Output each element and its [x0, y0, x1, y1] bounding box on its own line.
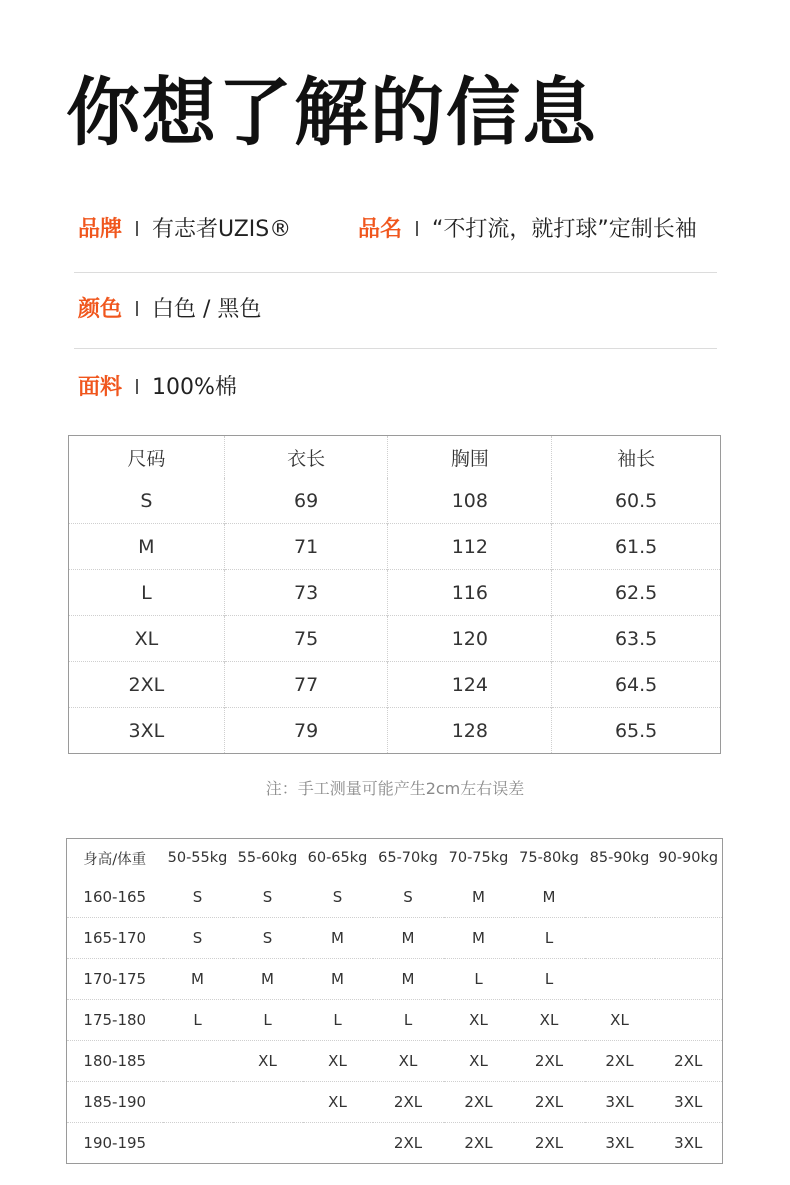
table-cell	[585, 918, 655, 959]
table-cell: 62.5	[552, 570, 721, 616]
table-cell: M	[303, 918, 373, 959]
color-value: 白色 / 黑色	[152, 297, 262, 322]
table-row	[69, 616, 721, 662]
table-cell: XL	[373, 1041, 444, 1082]
table-cell	[655, 959, 723, 1000]
header-cell: 85-90kg	[589, 850, 650, 866]
table-cell: S	[140, 489, 153, 512]
header-cell: 65-70kg	[378, 850, 438, 866]
table-cell: M	[163, 959, 233, 1000]
table-cell: 73	[224, 570, 388, 616]
table-cell: L	[163, 1000, 233, 1041]
info-row-name	[358, 215, 697, 245]
table-cell: XL	[69, 616, 225, 662]
table-cell	[655, 918, 723, 959]
table-cell: 120	[388, 616, 552, 662]
table-cell: 64.5	[552, 662, 721, 708]
table-cell: L	[303, 1000, 373, 1041]
table-cell: XL	[233, 1041, 303, 1082]
table-row	[67, 1000, 723, 1041]
color-label: 颜色	[78, 297, 123, 322]
table-cell: 79	[224, 708, 388, 754]
table-row	[69, 478, 721, 524]
table-cell: 71	[224, 524, 388, 570]
brand-value: 有志者UZIS®	[152, 217, 292, 242]
table-cell: 2XL	[514, 1082, 585, 1123]
table-cell	[655, 1000, 723, 1041]
table-cell: 3XL	[655, 1082, 723, 1123]
table-cell: 3XL	[69, 708, 225, 754]
table-row	[67, 918, 723, 959]
size-table-header	[69, 436, 721, 479]
brand-label: 品牌	[78, 217, 123, 242]
measurement-note: 注：手工测量可能产生2cm左右误差	[265, 779, 525, 798]
table-cell	[303, 1123, 373, 1164]
divider	[74, 348, 717, 349]
page-title: 你想了解的信息	[66, 70, 598, 156]
divider	[74, 272, 717, 273]
info-row-material	[78, 373, 237, 403]
table-cell: 170-175	[67, 959, 163, 1000]
table-cell: M	[373, 918, 444, 959]
table-cell: L	[444, 959, 514, 1000]
size-recommendation-table	[66, 838, 723, 1164]
header-cell: 70-75kg	[448, 850, 509, 866]
table-cell: 190-195	[67, 1123, 163, 1164]
table-cell: M	[542, 888, 556, 906]
table-cell: 3XL	[585, 1082, 655, 1123]
header-cell: 袖长	[552, 436, 721, 479]
table-cell: XL	[514, 1000, 585, 1041]
table-cell: XL	[303, 1041, 373, 1082]
table-cell: 128	[388, 708, 552, 754]
table-cell: 77	[224, 662, 388, 708]
table-cell: L	[373, 1000, 444, 1041]
table-cell: 2XL	[373, 1123, 444, 1164]
name-label: 品名	[358, 217, 403, 242]
table-cell: 2XL	[514, 1041, 585, 1082]
table-cell: 2XL	[585, 1041, 655, 1082]
table-cell: 124	[388, 662, 552, 708]
table-cell: M	[303, 959, 373, 1000]
table-row	[67, 1123, 723, 1164]
table-row	[69, 708, 721, 754]
separator	[136, 301, 138, 316]
table-cell: 185-190	[67, 1082, 163, 1123]
table-cell: 180-185	[67, 1041, 163, 1082]
size-table	[68, 435, 721, 754]
table-cell	[163, 1123, 233, 1164]
table-cell: 2XL	[514, 1123, 585, 1164]
table-cell: 2XL	[373, 1082, 444, 1123]
table-cell: 175-180	[67, 1000, 163, 1041]
table-row	[67, 877, 723, 918]
table-row	[69, 524, 721, 570]
table-cell: 63.5	[552, 616, 721, 662]
name-value: “不打流，就打球”定制长袖	[432, 217, 697, 242]
header-cell: 75-80kg	[519, 850, 579, 866]
header-cell: 55-60kg	[237, 850, 298, 866]
table-cell: M	[373, 959, 444, 1000]
table-cell: 160-165	[83, 888, 147, 906]
table-cell: L	[233, 1000, 303, 1041]
table-cell: L	[69, 570, 225, 616]
table-row	[69, 570, 721, 616]
table-cell	[233, 1123, 303, 1164]
table-cell: S	[332, 888, 343, 906]
table-cell: M	[69, 524, 225, 570]
header-cell: 胸围	[388, 436, 552, 479]
header-cell: 90-90kg	[658, 850, 719, 866]
table-cell: XL	[444, 1000, 514, 1041]
table-cell: 69	[224, 478, 388, 524]
table-cell: 3XL	[585, 1123, 655, 1164]
header-cell: 尺码	[127, 447, 166, 470]
table-cell: 2XL	[69, 662, 225, 708]
separator	[136, 221, 138, 236]
table-cell: 3XL	[655, 1123, 723, 1164]
table-cell: L	[514, 959, 585, 1000]
separator	[136, 379, 138, 394]
table-row	[67, 959, 723, 1000]
table-cell: M	[233, 959, 303, 1000]
table-cell: 2XL	[444, 1123, 514, 1164]
table-cell: M	[472, 888, 485, 906]
table-cell: S	[403, 888, 413, 906]
table-row	[67, 1082, 723, 1123]
material-value: 100%棉	[152, 375, 237, 400]
table-row	[69, 662, 721, 708]
table-cell: S	[233, 918, 303, 959]
table-cell	[585, 877, 655, 918]
table-cell: S	[262, 888, 273, 906]
table-cell	[233, 1082, 303, 1123]
header-cell: 身高/体重	[83, 851, 147, 868]
table-cell	[655, 877, 723, 918]
table-row	[67, 1041, 723, 1082]
material-label: 面料	[78, 375, 123, 400]
table-cell: 60.5	[552, 478, 721, 524]
separator	[416, 221, 418, 236]
table-cell: M	[444, 918, 514, 959]
table-cell: 165-170	[67, 918, 163, 959]
table-cell: XL	[585, 1000, 655, 1041]
header-cell: 50-55kg	[167, 850, 228, 866]
table-cell: 116	[388, 570, 552, 616]
table-cell: XL	[444, 1041, 514, 1082]
table-cell	[163, 1082, 233, 1123]
table-cell: 65.5	[552, 708, 721, 754]
info-row-brand	[78, 215, 291, 245]
table-cell: S	[192, 888, 203, 906]
table-cell: L	[514, 918, 585, 959]
table-cell	[585, 959, 655, 1000]
header-cell: 60-65kg	[307, 850, 368, 866]
header-cell: 衣长	[224, 436, 388, 479]
table-cell: 75	[224, 616, 388, 662]
table-cell: 112	[388, 524, 552, 570]
table-cell	[163, 1041, 233, 1082]
table-cell: 108	[388, 478, 552, 524]
table-cell: 61.5	[552, 524, 721, 570]
table-cell: S	[163, 918, 233, 959]
table-cell: 2XL	[444, 1082, 514, 1123]
rec-table-header	[67, 839, 723, 878]
table-cell: XL	[303, 1082, 373, 1123]
table-cell: 2XL	[655, 1041, 723, 1082]
info-row-color	[78, 295, 261, 325]
